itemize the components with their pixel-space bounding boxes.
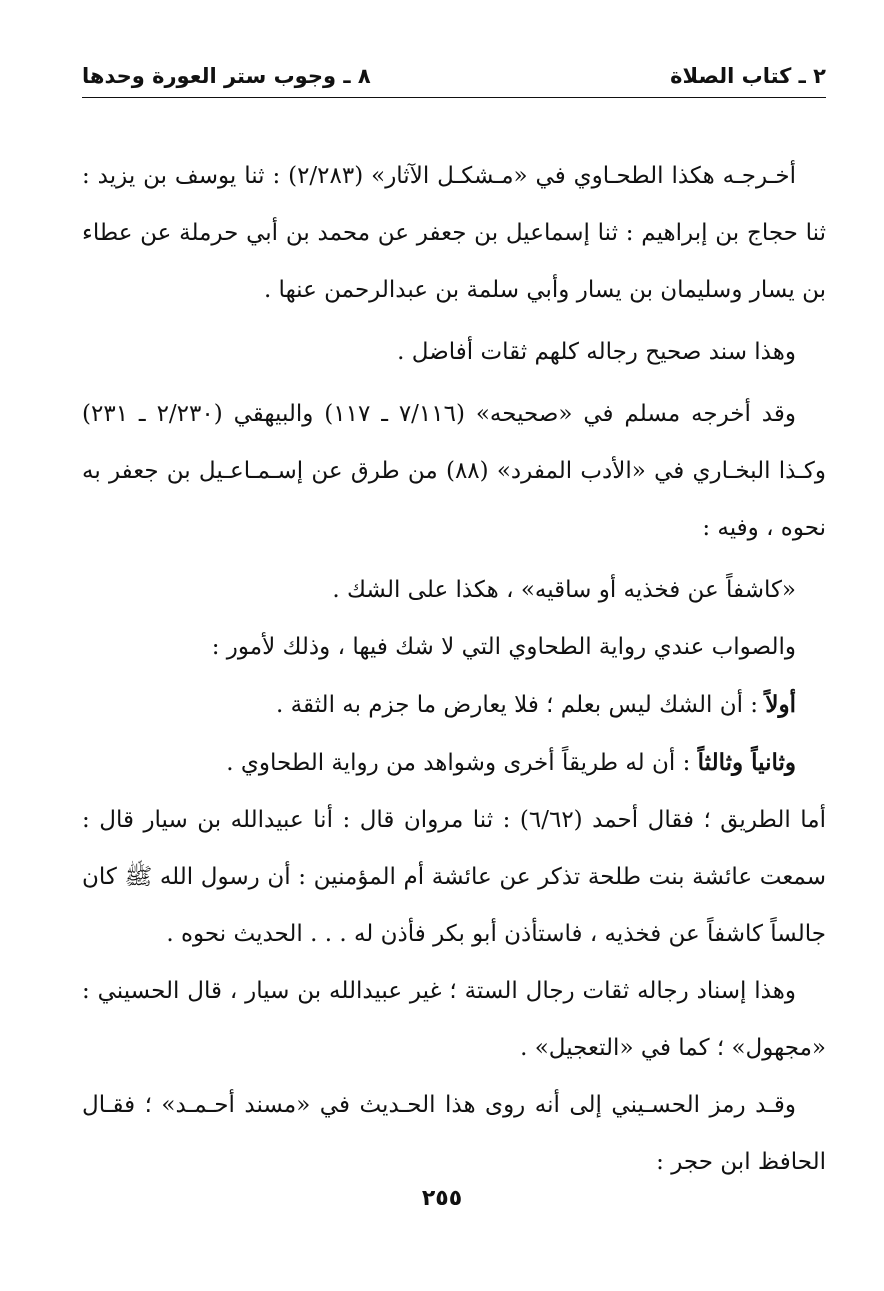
paragraph-10: وقـد رمز الحسـيني إلى أنه روى هذا الحـديث في «مسند أحـمـد» ؛ فقـال الحافظ ابن حجر : bbox=[82, 1092, 826, 1175]
point-lead-first: أولاً bbox=[765, 691, 796, 718]
header-book-title: ٢ ـ كتاب الصلاة bbox=[670, 64, 826, 88]
page-body bbox=[82, 148, 826, 1191]
running-header bbox=[82, 58, 826, 94]
paragraph-4-quote: «كاشفاً عن فخذيه أو ساقيه» ، هكذا على الشك . bbox=[332, 577, 796, 603]
paragraph-8: أما الطريق ؛ فقال أحمد (٦/٦٢) : ثنا مروان قال : أنا عبيدالله بن سيار قال : سمعت عائشة بنت طلحة تذكر عن عائشة أم المؤمنين : أن رسول الله ﷺ كان جالساً كاشفاً عن فخذيه ، فاستأذن أبو بكر فأذن له . . . الحديث نحوه . bbox=[82, 807, 826, 947]
page-number: ٢٥٥ bbox=[421, 1186, 463, 1211]
paragraph-5: والصواب عندي رواية الطحاوي التي لا شك فيها ، وذلك لأمور : bbox=[211, 634, 796, 660]
paragraph-6-first-point bbox=[82, 676, 826, 734]
point-text-first: : أن الشك ليس بعلم ؛ فلا يعارض ما جزم به الثقة . bbox=[276, 692, 766, 718]
paragraph-9: وهذا إسناد رجاله ثقات رجال الستة ؛ غير عبيدالله بن سيار ، قال الحسيني : «مجهول» ؛ كما في «التعجيل» . bbox=[82, 978, 826, 1061]
point-text-second: : أن له طريقاً أخرى وشواهد من رواية الطحاوي . bbox=[226, 750, 698, 776]
header-rule bbox=[82, 97, 826, 98]
paragraph-1: أخـرجـه هكذا الطحـاوي في «مـشكـل الآثار» (٢/٢٨٣) : ثنا يوسف بن يزيد : ثنا حجاج بن إبراهيم : ثنا إسماعيل بن جعفر عن محمد بن أبي حرملة عن عطاء بن يسار وسليمان بن يسار وأبي سلمة بن عبدالرحمن عنها . bbox=[82, 163, 826, 303]
paragraph-2: وهذا سند صحيح رجاله كلهم ثقات أفاضل . bbox=[397, 339, 796, 365]
point-lead-second: وثانياً وثالثاً bbox=[697, 749, 796, 776]
header-chapter-title: ٨ ـ وجوب ستر العورة وحدها bbox=[82, 64, 371, 88]
paragraph-3: وقد أخرجه مسلم في «صحيحه» (٧/١١٦ ـ ١١٧) والبيهقي (٢/٢٣٠ ـ ٢٣١) وكـذا البخـاري في «الأدب المفرد» (٨٨) من طرق عن إسـمـاعـيل بن جعفر به نحوه ، وفيه : bbox=[82, 401, 826, 541]
paragraph-7-second-point bbox=[82, 734, 826, 792]
